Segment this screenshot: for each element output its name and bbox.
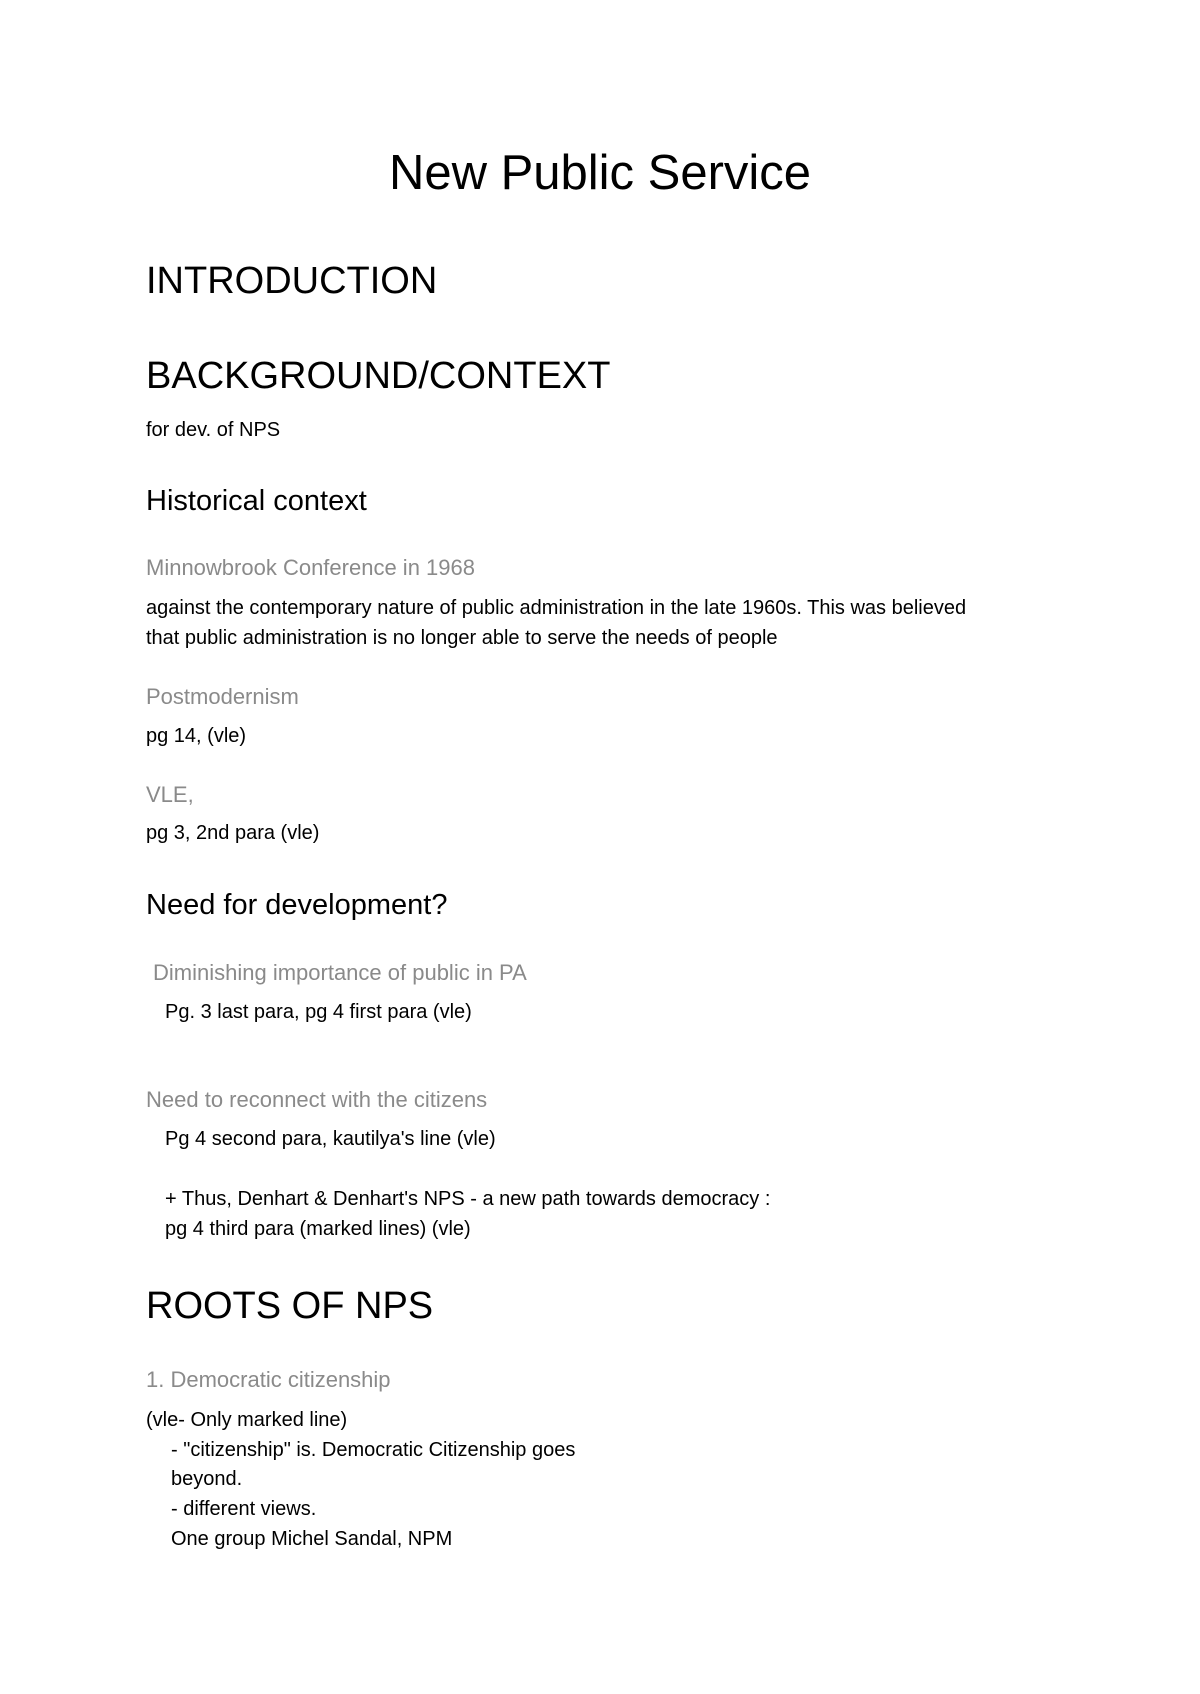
denhart-note-line: pg 4 third para (marked lines) (vle) bbox=[165, 1218, 471, 1240]
introduction-heading: INTRODUCTION bbox=[146, 260, 438, 302]
postmodernism-ref: pg 14, (vle) bbox=[146, 725, 247, 747]
need-for-development-heading: Need for development? bbox=[146, 889, 448, 921]
democratic-citizenship-line: - "citizenship" is. Democratic Citizenship goes bbox=[171, 1439, 576, 1461]
background-note: for dev. of NPS bbox=[146, 419, 281, 441]
page-title: New Public Service bbox=[388, 146, 812, 200]
democratic-citizenship-line: beyond. bbox=[171, 1468, 243, 1490]
diminishing-importance-heading: Diminishing importance of public in PA bbox=[153, 960, 527, 985]
roots-heading: ROOTS OF NPS bbox=[146, 1285, 434, 1327]
democratic-citizenship-line: - different views. bbox=[171, 1498, 317, 1520]
denhart-note-line: + Thus, Denhart & Denhart's NPS - a new path towards democracy : bbox=[165, 1188, 771, 1210]
democratic-citizenship-heading: 1. Democratic citizenship bbox=[146, 1367, 391, 1392]
historical-context-heading: Historical context bbox=[146, 485, 367, 517]
minnowbrook-heading: Minnowbrook Conference in 1968 bbox=[146, 555, 475, 580]
vle-heading: VLE, bbox=[146, 782, 194, 807]
minnowbrook-text-line: against the contemporary nature of public administration in the late 1960s. This was believed bbox=[146, 597, 967, 619]
postmodernism-heading: Postmodernism bbox=[146, 684, 299, 709]
reconnect-heading: Need to reconnect with the citizens bbox=[146, 1087, 488, 1112]
democratic-citizenship-ref: (vle- Only marked line) bbox=[146, 1409, 348, 1431]
reconnect-ref: Pg 4 second para, kautilya's line (vle) bbox=[165, 1128, 496, 1150]
background-heading: BACKGROUND/CONTEXT bbox=[146, 355, 611, 397]
democratic-citizenship-line: One group Michel Sandal, NPM bbox=[171, 1528, 453, 1550]
vle-ref: pg 3, 2nd para (vle) bbox=[146, 822, 320, 844]
minnowbrook-text-line: that public administration is no longer able to serve the needs of people bbox=[146, 627, 778, 649]
diminishing-importance-ref: Pg. 3 last para, pg 4 first para (vle) bbox=[165, 1001, 472, 1023]
